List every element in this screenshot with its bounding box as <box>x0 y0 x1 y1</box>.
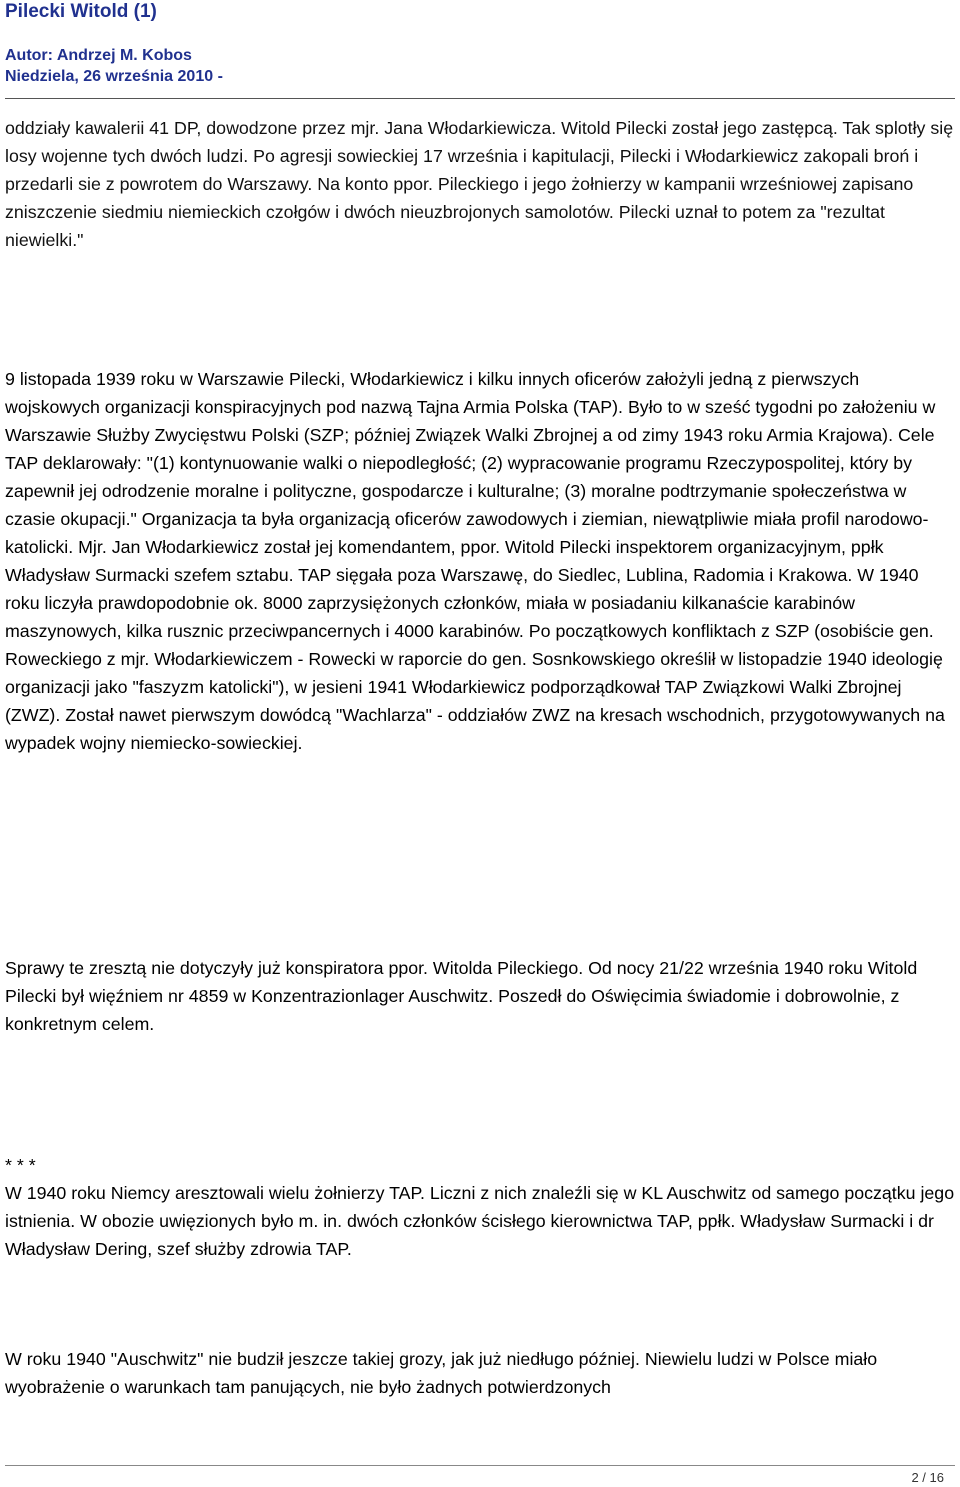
page-number: 2 / 16 <box>911 1470 944 1485</box>
author-line: Autor: Andrzej M. Kobos <box>5 47 192 64</box>
paragraph-2: 9 listopada 1939 roku w Warszawie Pilecki, Włodarkiewicz i kilku innych oficerów założyli jedną z pierwszych wojskowych organizacji konspiracyjnych pod nazwą Tajna Armia Polska (TAP). Było to w sześć tygodni po założeniu w Warszawie Służby Zwycięstwu Polski (SZP; później Związek Walki Zbrojnej a od zimy 1943 roku Armia Krajowa). Cele TAP deklarowały: "(1) kontynuowanie walki o niepodległość; (2) wypracowanie programu Rzeczypospolitej, który by zapewnił jej odrodzenie moralne i polityczne, gospodarcze i kulturalne; (3) moralne podtrzymanie społeczeństwa w czasie okupacji." Organizacja ta była organizacją oficerów zawodowych i ziemian, niewątpliwie miała profil narodowo-katolicki. Mjr. Jan Włodarkiewicz został jej komendantem, ppor. Witold Pilecki inspektorem organizacyjnym, ppłk Władysław Surmacki szefem sztabu. TAP sięgała poza Warszawę, do Siedlec, Lublina, Radomia i Krakowa. W 1940 roku liczyła prawdopodobnie ok. 8000 zaprzysiężonych członków, miała w posiadaniu kilkanaście karabinów maszynowych, kilka rusznic przeciwpancernych i 4000 karabinów. Po początkowych konfliktach z SZP (osobiście gen. Roweckiego z mjr. Włodarkiewiczem - Rowecki w raporcie do gen. Sosnkowskiego określił w listopadzie 1940 ideologię organizacji jako "faszyzm katolicki"), w jesieni 1941 Włodarkiewicz podporządkował TAP Związkowi Walki Zbrojnej (ZWZ). Został nawet pierwszym dowódcą "Wachlarza" - oddziałów ZWZ na kresach wschodnich, przygotowywanych na wypadek wojny niemiecko-sowieckiej. <box>5 369 945 753</box>
header-divider <box>5 98 955 99</box>
paragraph-1: oddziały kawalerii 41 DP, dowodzone przez mjr. Jana Włodarkiewicza. Witold Pilecki został jego zastępcą. Tak splotły się losy wojenne tych dwóch ludzi. Po agresji sowieckiej 17 września i kapitulacji, Pilecki i Włodarkiewicz zakopali broń i przedarli sie z powrotem do Warszawy. Na konto ppor. Pileckiego i jego żołnierzy w kampanii wrześniowej zapisano zniszczenie siedmiu niemieckich czołgów i dwóch nieuzbrojonych samolotów. Pilecki uznał to potem za "rezultat niewielki." <box>5 118 954 250</box>
document-title: Pilecki Witold (1) <box>5 1 157 22</box>
paragraph-5: W roku 1940 "Auschwitz" nie budził jeszcze takiej grozy, jak już niedługo później. Niewielu ludzi w Polsce miało wyobrażenie o warunkach tam panujących, nie było żadnych potwierdzonych <box>5 1349 878 1397</box>
paragraph-3: Sprawy te zresztą nie dotyczyły już konspiratora ppor. Witolda Pileckiego. Od nocy 21/22 września 1940 roku Witold Pilecki był więźniem nr 4859 w Konzentrazionlager Auschwitz. Poszedł do Oświęcimia świadomie i dobrowolnie, z konkretnym celem. <box>5 958 918 1034</box>
date-line: Niedziela, 26 września 2010 - <box>5 68 223 85</box>
footer-divider <box>5 1465 955 1466</box>
document-header <box>5 0 955 87</box>
section-separator: * * * <box>5 1155 36 1175</box>
paragraph-4: W 1940 roku Niemcy aresztowali wielu żołnierzy TAP. Liczni z nich znaleźli się w KL Auschwitz od samego początku jego istnienia. W obozie uwięzionych było m. in. dwóch członków ścisłego kierownictwa TAP, ppłk. Władysław Surmacki i dr Władysław Dering, szef służby zdrowia TAP. <box>5 1183 955 1259</box>
